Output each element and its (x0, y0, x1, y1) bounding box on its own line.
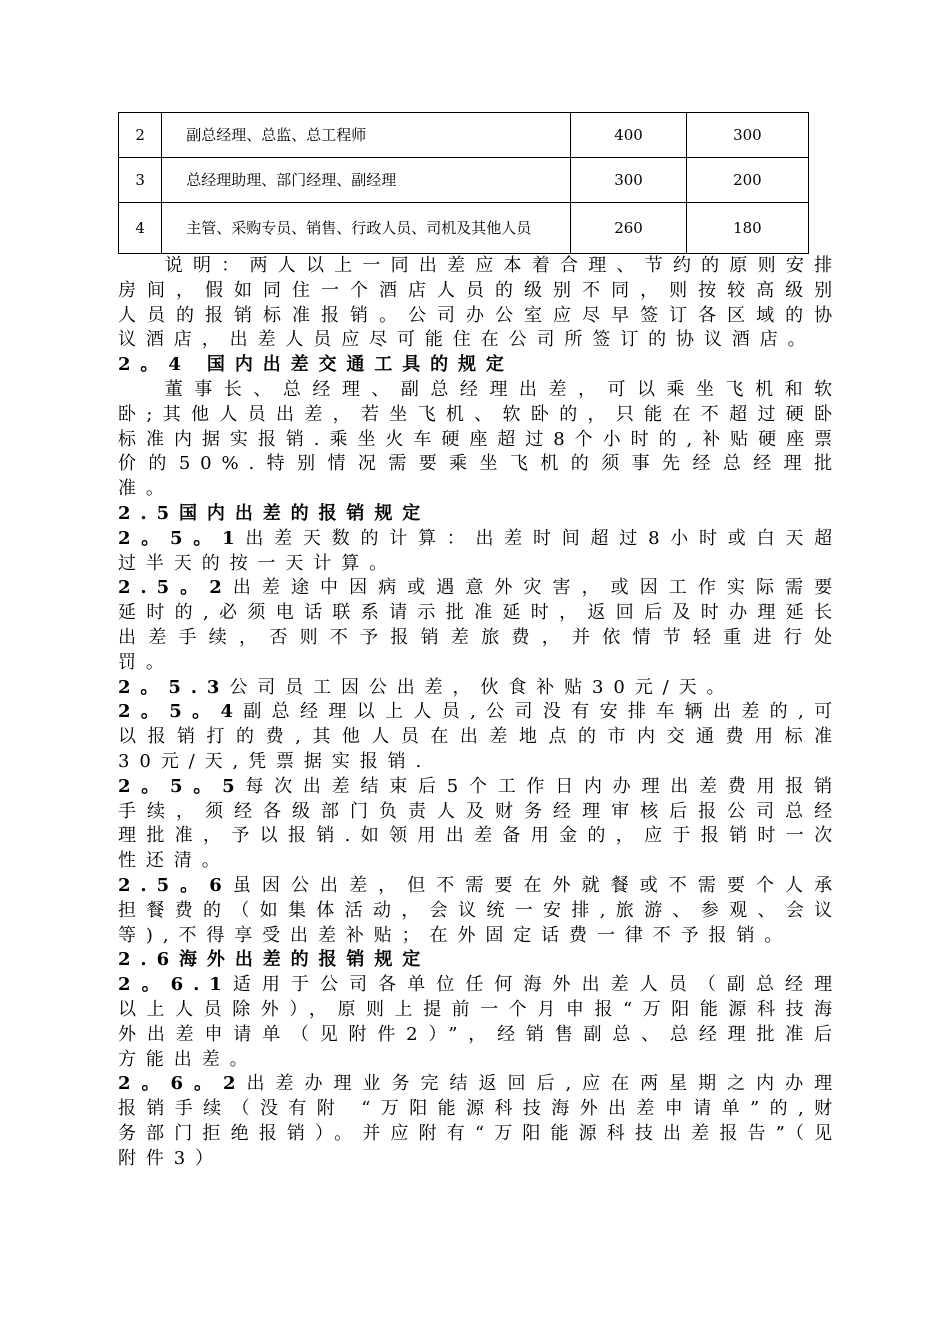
role-cell: 副总经理、总监、总工程师 (162, 113, 571, 158)
table-row (119, 113, 809, 158)
clause-2-5-5 (118, 775, 842, 874)
role-cell: 总经理助理、部门经理、副经理 (162, 158, 571, 203)
value-cell: 300 (571, 158, 687, 203)
clause-text: 出差途中因病或遇意外灾害，或因工作实际需要延时的,必须电话联系请示批准延时，返回后及时办理延长出差手续，否则不予报销差旅费，并依情节轻重进行处罚。 (118, 577, 842, 673)
clause-number: 2。5。4 (118, 701, 243, 723)
value-cell: 400 (571, 113, 687, 158)
table-row (119, 158, 809, 203)
section-heading-2-5: 2.5国内出差的报销规定 (118, 502, 431, 524)
value-cell: 200 (686, 158, 808, 203)
clause-2-5-1 (118, 527, 842, 577)
clause-number: 2。6。2 (118, 1073, 246, 1095)
clause-2-6-2 (118, 1072, 842, 1171)
clause-text: 出差办理业务完结返回后,应在两星期之内办理报销手续（没有附 “万阳能源科技海外出差申请单”的,财务部门拒绝报销）。并应附有“万阳能源科技出差报告”（见附件3） (118, 1073, 843, 1169)
row-number: 2 (119, 113, 162, 158)
clause-number: 2.5。2 (118, 577, 232, 599)
document-body (118, 254, 842, 1171)
clause-text: 每次出差结束后5个工作日内办理出差费用报销手续，须经各级部门负责人及财务经理审核后报公司总经理批准，予以报销.如领用出差备用金的，应于报销时一次性还清。 (118, 775, 842, 872)
row-number: 4 (119, 203, 162, 254)
transport-paragraph: 董事长、总经理、副总经理出差，可以乘坐飞机和软卧;其他人员出差，若坐飞机、软卧的，只能在不超过硬卧标准内据实报销.乘坐火车硬座超过8个小时的,补贴硬座票价的50%.特别情况需要乘坐飞机的须事先经总经理批准。 (118, 378, 842, 500)
note-paragraph: 说明：两人以上一同出差应本着合理、节约的原则安排房间，假如同住一个酒店人员的级别不同，则按较高级别人员的报销标准报销。公司办公室应尽早签订各区域的协议酒店，出差人员应尽可能住在公司所签订的协议酒店。 (118, 255, 842, 351)
clause-number: 2。5。5 (118, 775, 245, 797)
allowance-table (118, 112, 809, 254)
clause-number: 2。5.3 (118, 676, 230, 698)
clause-number: 2。5。1 (118, 527, 245, 549)
section-heading-2-6: 2.6海外出差的报销规定 (118, 949, 431, 971)
row-number: 3 (119, 158, 162, 203)
clause-text: 公司员工因公出差，伙食补贴30元/天。 (229, 676, 735, 698)
clause-2-5-4 (118, 700, 842, 774)
clause-2-5-6 (118, 874, 842, 948)
clause-text: 出差天数的计算：出差时间超过8小时或白天超过半天的按一天计算。 (118, 527, 842, 574)
value-cell: 180 (686, 203, 808, 254)
clause-2-5-3 (118, 676, 842, 701)
clause-text: 副总经理以上人员,公司没有安排车辆出差的,可以报销打的费,其他人员在出差地点的市内交通费用标准30元/天,凭票据实报销. (118, 701, 842, 772)
clause-number: 2.5。6 (118, 874, 232, 896)
table-row (119, 203, 809, 254)
value-cell: 260 (571, 203, 687, 254)
clause-number: 2。6.1 (118, 974, 232, 996)
clause-text: 虽因公出差，但不需要在外就餐或不需要个人承担餐费的（如集体活动，会议统一安排,旅游、参观、会议等),不得享受出差补贴；在外固定话费一律不予报销。 (118, 874, 842, 946)
clause-2-6-1 (118, 973, 842, 1072)
value-cell: 300 (686, 113, 808, 158)
clause-2-5-2 (118, 576, 842, 675)
role-cell: 主管、采购专员、销售、行政人员、司机及其他人员 (162, 203, 571, 254)
section-heading-2-4: 2。4 国内出差交通工具的规定 (118, 354, 514, 376)
clause-text: 适用于公司各单位任何海外出差人员（副总经理以上人员除外），原则上提前一个月申报“万阳能源科技海外出差申请单（见附件2）”，经销售副总、总经理批准后方能出差。 (118, 974, 842, 1070)
